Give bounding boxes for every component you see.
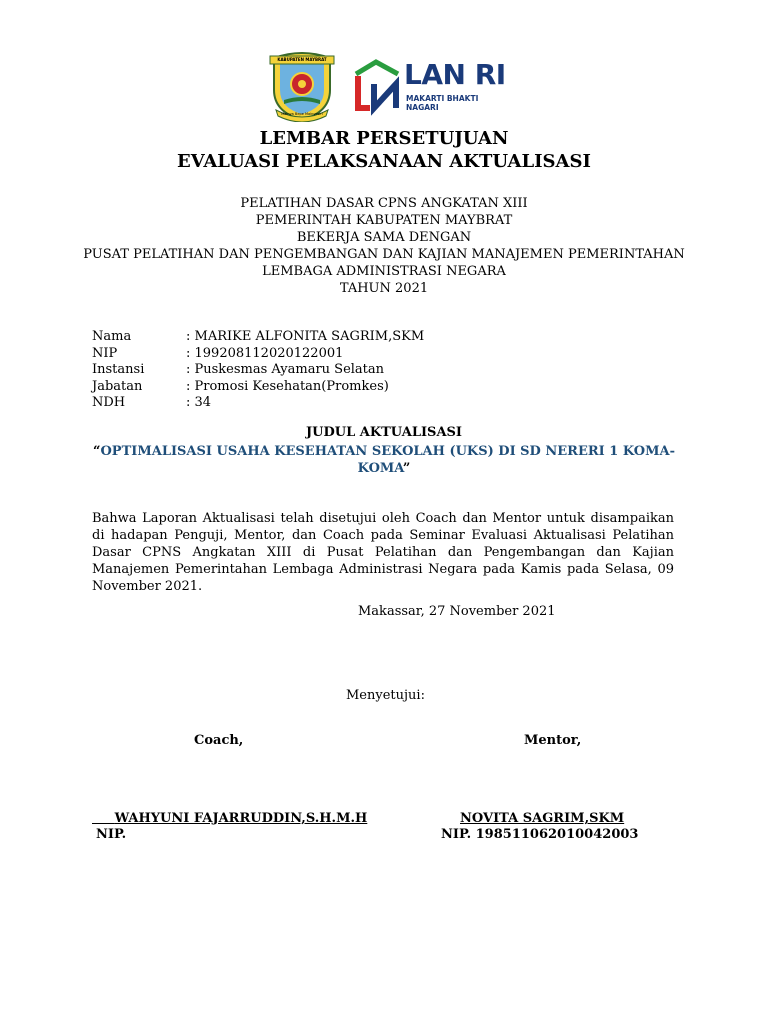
close-quote: ” — [402, 461, 411, 476]
info-label: NIP — [92, 345, 118, 361]
info-row-jabatan — [92, 379, 424, 396]
info-label: Jabatan — [92, 378, 143, 394]
training-info — [0, 195, 768, 297]
lan-ri-logo — [352, 56, 512, 116]
place-date: Makassar, 27 November 2021 — [358, 604, 556, 619]
info-row-nama — [92, 329, 424, 346]
training-line: PEMERINTAH KABUPATEN MAYBRAT — [255, 213, 513, 228]
info-label: Nama — [92, 329, 132, 344]
mentor-nip: NIP. 198511062010042003 — [441, 827, 639, 842]
lan-ri-emblem-icon — [352, 56, 402, 116]
training-line: PELATIHAN DASAR CPNS ANGKATAN XIII — [240, 196, 528, 211]
lan-ri-tagline: MAKARTI BHAKTI NAGARI — [406, 94, 479, 112]
open-quote: “ — [93, 444, 101, 459]
coach-nip: NIP. — [96, 827, 127, 842]
judul-title-text: OPTIMALISASI USAHA KESEHATAN SEKOLAH (UKS) DI SD NERERI 1 KOMA-KOMA — [100, 444, 675, 476]
info-row-instansi — [92, 362, 424, 379]
coach-name — [92, 811, 367, 826]
judul-heading: JUDUL AKTUALISASI — [305, 425, 462, 440]
training-line: BEKERJA SAMA DENGAN — [296, 230, 472, 245]
participant-info — [92, 329, 424, 412]
lan-ri-name: LAN RI — [404, 58, 506, 91]
mentor-name: NOVITA SAGRIM,SKM — [460, 811, 625, 826]
approval-paragraph: Bahwa Laporan Aktualisasi telah disetujui oleh Coach dan Mentor untuk disampaikan di hadapan Penguji, Mentor, dan Coach pada Seminar Evaluasi Aktualisasi Pelatihan Dasar CPNS Angkatan XIII di Pusat Pelatihan dan Pengembangan dan Kajian Manajemen Pemerintahan Lembaga Administrasi Negara pada Kamis pada Selasa, 09 November 2021. — [92, 511, 674, 594]
document-subtitle: EVALUASI PELAKSANAAN AKTUALISASI — [177, 151, 591, 172]
info-label: NDH — [92, 395, 126, 410]
training-line: TAHUN 2021 — [339, 281, 429, 296]
info-row-nip — [92, 346, 424, 363]
training-line: LEMBAGA ADMINISTRASI NEGARA — [262, 264, 506, 279]
document-title: LEMBAR PERSETUJUAN — [259, 128, 509, 149]
training-line: PUSAT PELATIHAN DAN PENGEMBANGAN DAN KAJIAN MANAJEMEN PEMERINTAHAN — [83, 247, 685, 262]
mentor-label: Mentor, — [524, 733, 582, 748]
info-value: : 199208112020122001 — [186, 345, 344, 361]
coach-label: Coach, — [194, 733, 244, 748]
coach-name-text: WAHYUNI FAJARRUDDIN,S.H.M.H — [114, 811, 368, 826]
info-row-ndh — [92, 395, 424, 412]
crest-banner-text: KABUPATEN MAYBRAT — [277, 57, 327, 62]
info-label: Instansi — [92, 362, 145, 377]
info-value: : Promosi Kesehatan(Promkes) — [186, 378, 389, 394]
info-value: : Puskesmas Ayamaru Selatan — [186, 362, 385, 377]
crest-motto-text: Mainya Bepe Mainyesiri — [281, 112, 323, 116]
info-value: : 34 — [186, 395, 212, 410]
judul-title — [92, 443, 676, 477]
header-logos — [262, 50, 522, 122]
approval-label: Menyetujui: — [346, 688, 425, 703]
info-value: : MARIKE ALFONITA SAGRIM,SKM — [186, 329, 425, 344]
